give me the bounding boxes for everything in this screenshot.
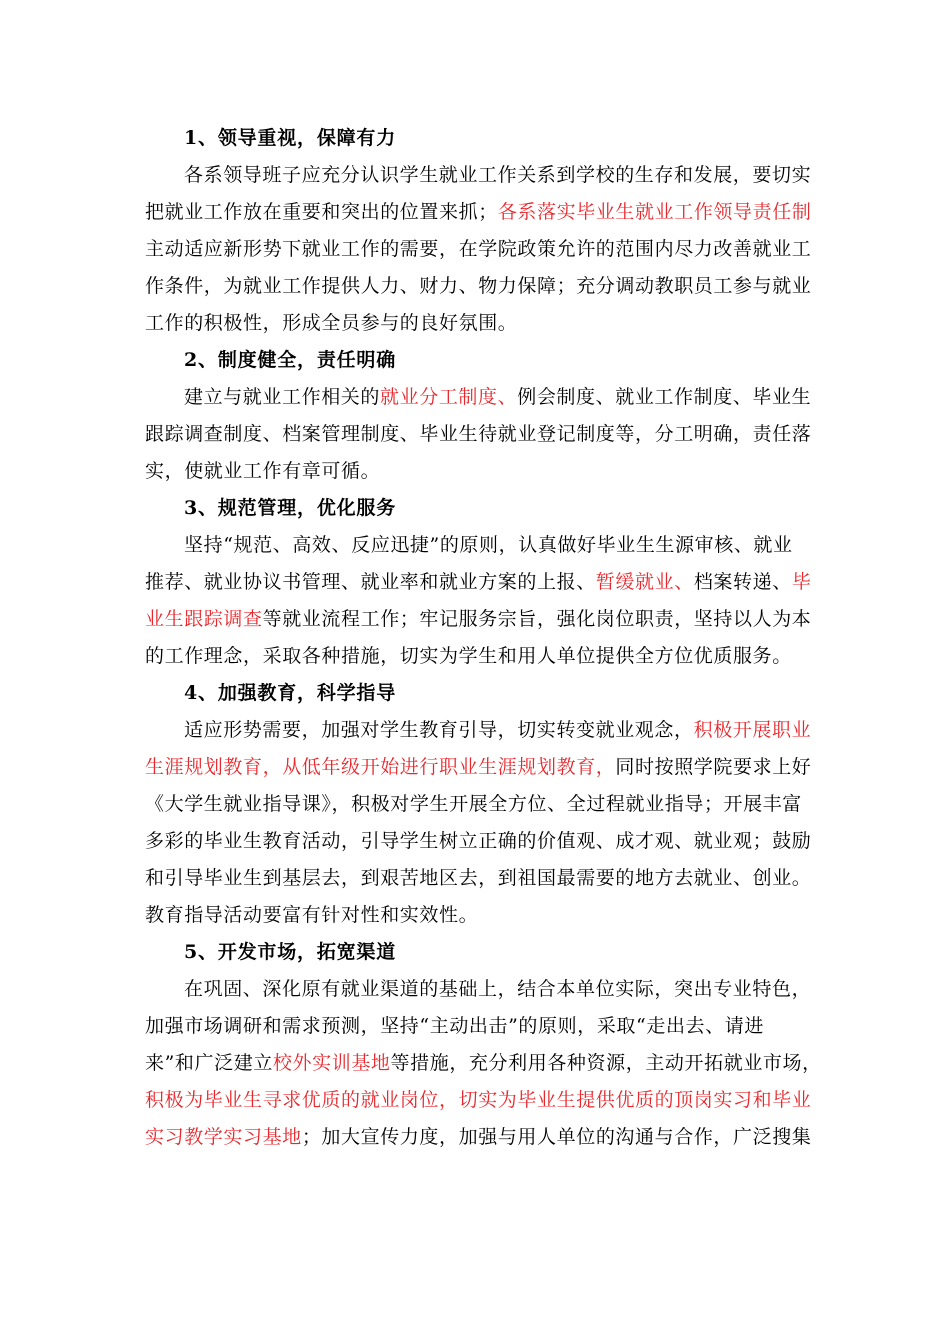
paragraph-line [184, 717, 854, 743]
body-text: 《大学生就业指导课》，积极对学生开展全方位、全过程就业指导；开展丰富 [145, 793, 802, 815]
paragraph-line [145, 606, 815, 632]
highlighted-text: 积极开展职业 [693, 719, 812, 741]
highlighted-text: 生涯规划教育，从低年级开始进行职业生涯规划教育， [145, 756, 616, 778]
highlighted-text: 校外实训基地 [272, 1052, 391, 1074]
paragraph-line [145, 1013, 815, 1039]
paragraph-line [184, 162, 854, 188]
body-text: 例会制度、就业工作制度、毕业生 [517, 386, 812, 408]
highlighted-text: 实习教学实习基地 [145, 1126, 302, 1148]
body-text: 来”和广泛建立 [145, 1052, 273, 1074]
paragraph-line [184, 976, 854, 1002]
paragraph-line [145, 421, 815, 447]
section-heading: 2、制度健全，责任明确 [184, 349, 397, 371]
body-text: 作条件，为就业工作提供人力、财力、物力保障；充分调动教职员工参与就业 [145, 275, 812, 297]
body-text: 加强市场调研和需求预测，坚持“主动出击”的原则，采取“走出去、请进 [145, 1015, 764, 1037]
paragraph-line [145, 199, 815, 225]
paragraph-line [145, 865, 815, 891]
paragraph-line [145, 902, 815, 928]
body-text: 等就业流程工作；牢记服务宗旨，强化岗位职责，坚持以人为本 [262, 608, 812, 630]
body-text: 跟踪调查制度、档案管理制度、毕业生待就业登记制度等，分工明确，责任落 [145, 423, 812, 445]
highlighted-text: 毕 [791, 571, 812, 593]
highlighted-text: 暂缓就业、 [595, 571, 694, 593]
paragraph-line [145, 791, 815, 817]
highlighted-text: 各系落实毕业生就业工作领导责任制 [497, 201, 812, 223]
paragraph-line [145, 310, 815, 336]
section-heading: 1、领导重视，保障有力 [184, 127, 397, 149]
paragraph-line [145, 1087, 815, 1113]
section-heading: 5、开发市场，拓宽渠道 [184, 941, 397, 963]
section-heading: 4、加强教育，科学指导 [184, 682, 397, 704]
body-text: 多彩的毕业生教育活动，引导学生树立正确的价值观、成才观、就业观；鼓励 [145, 830, 812, 852]
paragraph-line [145, 458, 815, 484]
paragraph-line [145, 236, 815, 262]
body-text: 把就业工作放在重要和突出的位置来抓； [145, 201, 498, 223]
section-heading: 3、规范管理，优化服务 [184, 497, 397, 519]
highlighted-text: 业生跟踪调查 [145, 608, 263, 630]
body-text: 和引导毕业生到基层去，到艰苦地区去，到祖国最需要的地方去就业、创业。 [145, 867, 812, 889]
body-text: 在巩固、深化原有就业渠道的基础上，结合本单位实际，突出专业特色， [184, 978, 812, 1000]
paragraph-line [184, 384, 854, 410]
paragraph-line [145, 754, 815, 780]
body-text: 工作的积极性，形成全员参与的良好氛围。 [145, 312, 518, 334]
paragraph-line [145, 1050, 822, 1076]
body-text: 实，使就业工作有章可循。 [145, 460, 381, 482]
paragraph-line [145, 273, 815, 299]
body-text: ；加大宣传力度，加强与用人单位的沟通与合作，广泛搜集 [301, 1126, 812, 1148]
highlighted-text: 就业分工制度、 [380, 386, 518, 408]
body-text: 各系领导班子应充分认识学生就业工作关系到学校的生存和发展，要切实 [184, 164, 812, 186]
paragraph-line [145, 828, 815, 854]
body-text: 推荐、就业协议书管理、就业率和就业方案的上报、 [145, 571, 596, 593]
body-text: 同时按照学院要求上好 [615, 756, 812, 778]
paragraph-line [145, 569, 815, 595]
body-text: 坚持“规范、高效、反应迅捷”的原则，认真做好毕业生生源审核、就业 [184, 534, 793, 556]
body-text: 的工作理念，采取各种措施，切实为学生和用人单位提供全方位优质服务。 [145, 645, 792, 667]
body-text: 适应形势需要，加强对学生教育引导，切实转变就业观念， [184, 719, 694, 741]
body-text: 建立与就业工作相关的 [184, 386, 381, 408]
body-text: 档案转递、 [693, 571, 792, 593]
highlighted-text: 积极为毕业生寻求优质的就业岗位，切实为毕业生提供优质的顶岗实习和毕业 [145, 1089, 812, 1111]
body-text: 主动适应新形势下就业工作的需要，在学院政策允许的范围内尽力改善就业工 [145, 238, 812, 260]
body-text: 教育指导活动要富有针对性和实效性。 [145, 904, 479, 926]
body-text: 等措施，充分利用各种资源，主动开拓就业市场， [390, 1052, 822, 1074]
paragraph-line [145, 1124, 815, 1150]
paragraph-line [145, 643, 815, 669]
paragraph-line [184, 532, 854, 558]
